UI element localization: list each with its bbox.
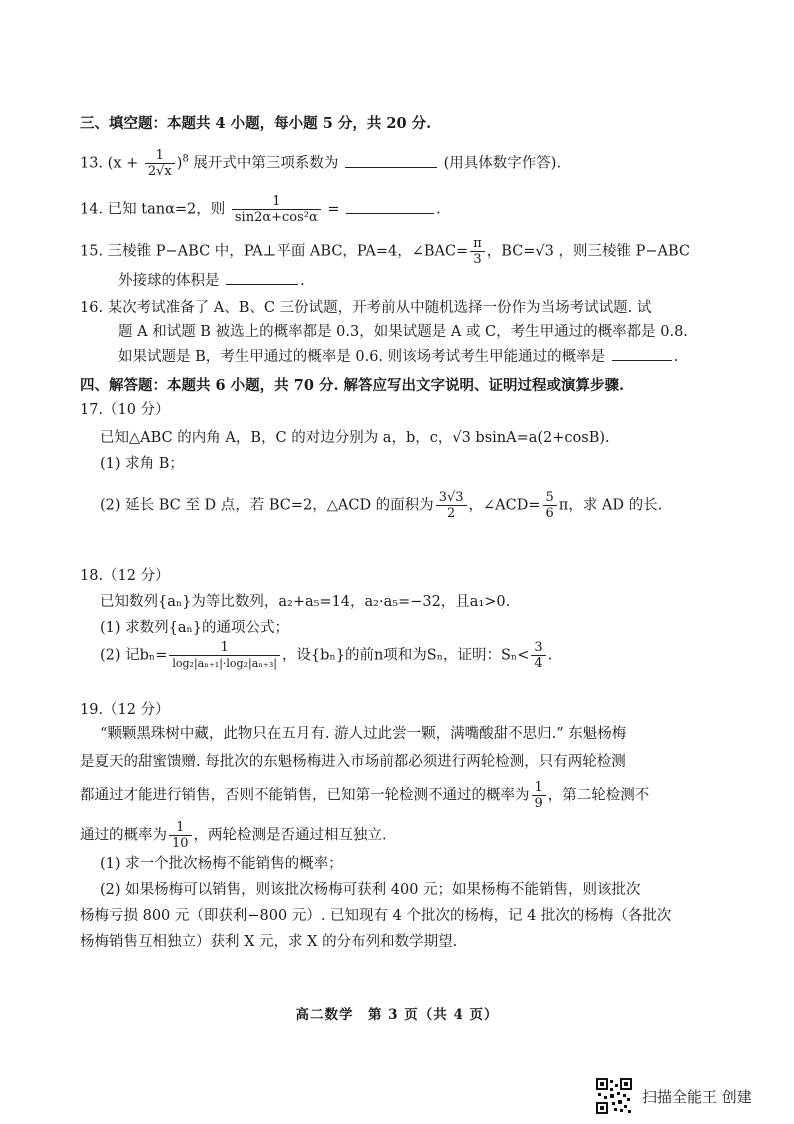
q19-line4 [80,820,387,851]
q19-p2-fraction [169,820,192,851]
q15-line1-a: 三棱锥 P−ABC 中，PA⊥平面 ABC，PA=4，∠BAC= [107,243,469,260]
q18-f-den: log₂|aₙ₊₁|·log₂|aₙ₊₃| [172,657,277,670]
q17-f1-num: 3√3 [436,490,467,506]
q19-title: 19.（12 分） [80,702,170,718]
q15-frac-den: 3 [473,252,482,267]
q17-f1-den: 2 [446,506,456,521]
q14-answer-blank[interactable] [346,199,434,214]
section3-heading: 三、填空题：本题共 4 小题，每小题 5 分，共 20 分. [80,115,432,132]
q14-fraction [232,194,321,225]
q18-f-num: 1 [169,640,280,656]
q18-stem: 已知数列{aₙ}为等比数列，a₂+a₅=14，a₂·a₅=−32，且a₁>0. [100,594,511,610]
question-15 [80,236,690,267]
q15-number: 15. [80,243,104,260]
q19-line4-a: 通过的概率为 [80,827,167,844]
q17-stem: 已知△ABC 的内角 A，B，C 的对边分别为 a，b，c，√3 bsinA=a(2+cosB). [100,430,610,446]
q18-part2-b: ，设{bₙ}的前n项和为Sₙ，证明：Sₙ< [281,647,530,664]
q18-part2-a: (2) 记bₙ= [100,647,168,664]
q19-line3 [80,780,649,811]
q14-end: . [436,201,441,218]
q15-answer-blank[interactable] [226,270,298,285]
q14-frac-den: sin2α+cos²α [234,210,318,225]
q18-bn-fraction [169,640,280,671]
q17-angle-fraction [543,490,557,521]
q19-f2-den: 10 [172,836,189,851]
q15-frac-num: π [470,236,485,252]
q14-text: 已知 tanα=2，则 [107,201,226,218]
q19-f1-den: 9 [534,796,543,811]
page-footer: 高二数学 第 3 页（共 4 页） [295,1007,499,1023]
q17-f2-den: 6 [545,506,554,521]
q18-title: 18.（12 分） [80,568,170,584]
section4-heading: 四、解答题：本题共 6 小题，共 70 分. 解答应写出文字说明、证明过程或演算步骤. [80,377,625,394]
q19-line3-a: 都通过才能进行销售，否则不能销售，已知第一轮检测不通过的概率为 [80,787,530,804]
q19-line1: “颗颗黑珠树中藏，此物只在五月有. 游人过此尝一颗，满嘴酸甜不思归.” 东魁杨梅 [100,726,627,742]
q13-expr-close: ) [176,155,183,172]
q13-frac-den: 2√x [147,164,172,179]
q16-answer-blank[interactable] [612,346,672,361]
q19-part2-line1: (2) 如果杨梅可以销售，则该批次杨梅可获利 400 元；如果杨梅不能销售，则该批次 [100,882,641,898]
q13-number: 13. [80,155,104,172]
q14-eq: = [327,201,340,218]
q13-frac-num: 1 [145,148,175,164]
q17-part2-a: (2) 延长 BC 至 D 点，若 BC=2，△ACD 的面积为 [100,497,434,514]
q19-f1-num: 1 [532,780,546,796]
q15-line2-text: 外接球的体积是 [118,273,220,289]
q16-line3-text: 如果试题是 B，考生甲通过的概率是 0.6. 则该场考试考生甲能通过的概率是 [118,349,606,365]
q17-part2-b: ，∠ACD= [468,497,541,514]
q19-part2-line3: 杨梅销售互相独立）获利 X 元，求 X 的分布列和数学期望. [80,934,458,950]
q17-part1: (1) 求角 B； [100,456,184,472]
q13-fraction [145,148,175,179]
question-13 [80,148,561,179]
q15-line2 [118,270,305,291]
q18-part2-c: . [547,647,553,664]
q17-part2 [100,490,662,521]
q13-answer-blank[interactable] [345,153,437,168]
qr-code-icon [596,1078,632,1114]
q15-line1-b: ，BC=√3 ，则三棱锥 P−ABC [486,243,691,260]
q19-line4-b: ，两轮检测是否通过相互独立. [193,827,387,844]
q16-line1: 某次考试准备了 A、B、C 三份试题，开考前从中随机选择一份作为当场考试试题. 试 [107,300,652,316]
q13-note: (用具体数字作答). [443,155,562,172]
q18-part1: (1) 求数列{aₙ}的通项公式； [100,620,290,636]
watermark-text: 扫描全能王 创建 [642,1087,752,1106]
q19-p1-fraction [532,780,546,811]
q13-expr-open: (x + [107,155,139,172]
q16-number: 16. [80,300,104,316]
q19-line2: 是夏天的甜蜜馈赠. 每批次的东魁杨梅进入市场前都必须进行两轮检测，只有两轮检测 [80,754,626,770]
q19-line3-b: ，第二轮检测不 [547,787,650,804]
q18-f2-num: 3 [531,640,545,656]
q13-text: 展开式中第三项系数为 [193,155,339,172]
q16-line2: 题 A 和试题 B 被选上的概率都是 0.3，如果试题是 A 或 C，考生甲通过的概率都是 0.8. [118,324,688,340]
q19-part2-line2: 杨梅亏损 800 元（即获利−800 元）. 已知现有 4 个批次的杨梅，记 4 批次的杨梅（各批次 [80,908,672,924]
q17-f2-num: 5 [543,490,557,506]
q14-number: 14. [80,201,104,218]
q19-part1: (1) 求一个批次杨梅不能销售的概率； [100,856,343,872]
q17-area-fraction [436,490,467,521]
q18-bound-fraction [531,640,545,671]
q19-f2-num: 1 [169,820,192,836]
q13-power: 8 [182,153,189,165]
q15-end: . [300,273,305,289]
scanner-watermark [596,1078,752,1114]
q16-line3 [118,346,678,367]
question-16 [80,298,651,318]
q14-frac-num: 1 [232,194,321,210]
q15-fraction [470,236,485,267]
q18-f2-den: 4 [534,656,543,671]
q16-end: . [673,349,679,365]
q17-title: 17.（10 分） [80,402,170,418]
q17-part2-c: π，求 AD 的长. [558,497,663,514]
q18-part2 [100,640,552,671]
question-14 [80,194,441,225]
